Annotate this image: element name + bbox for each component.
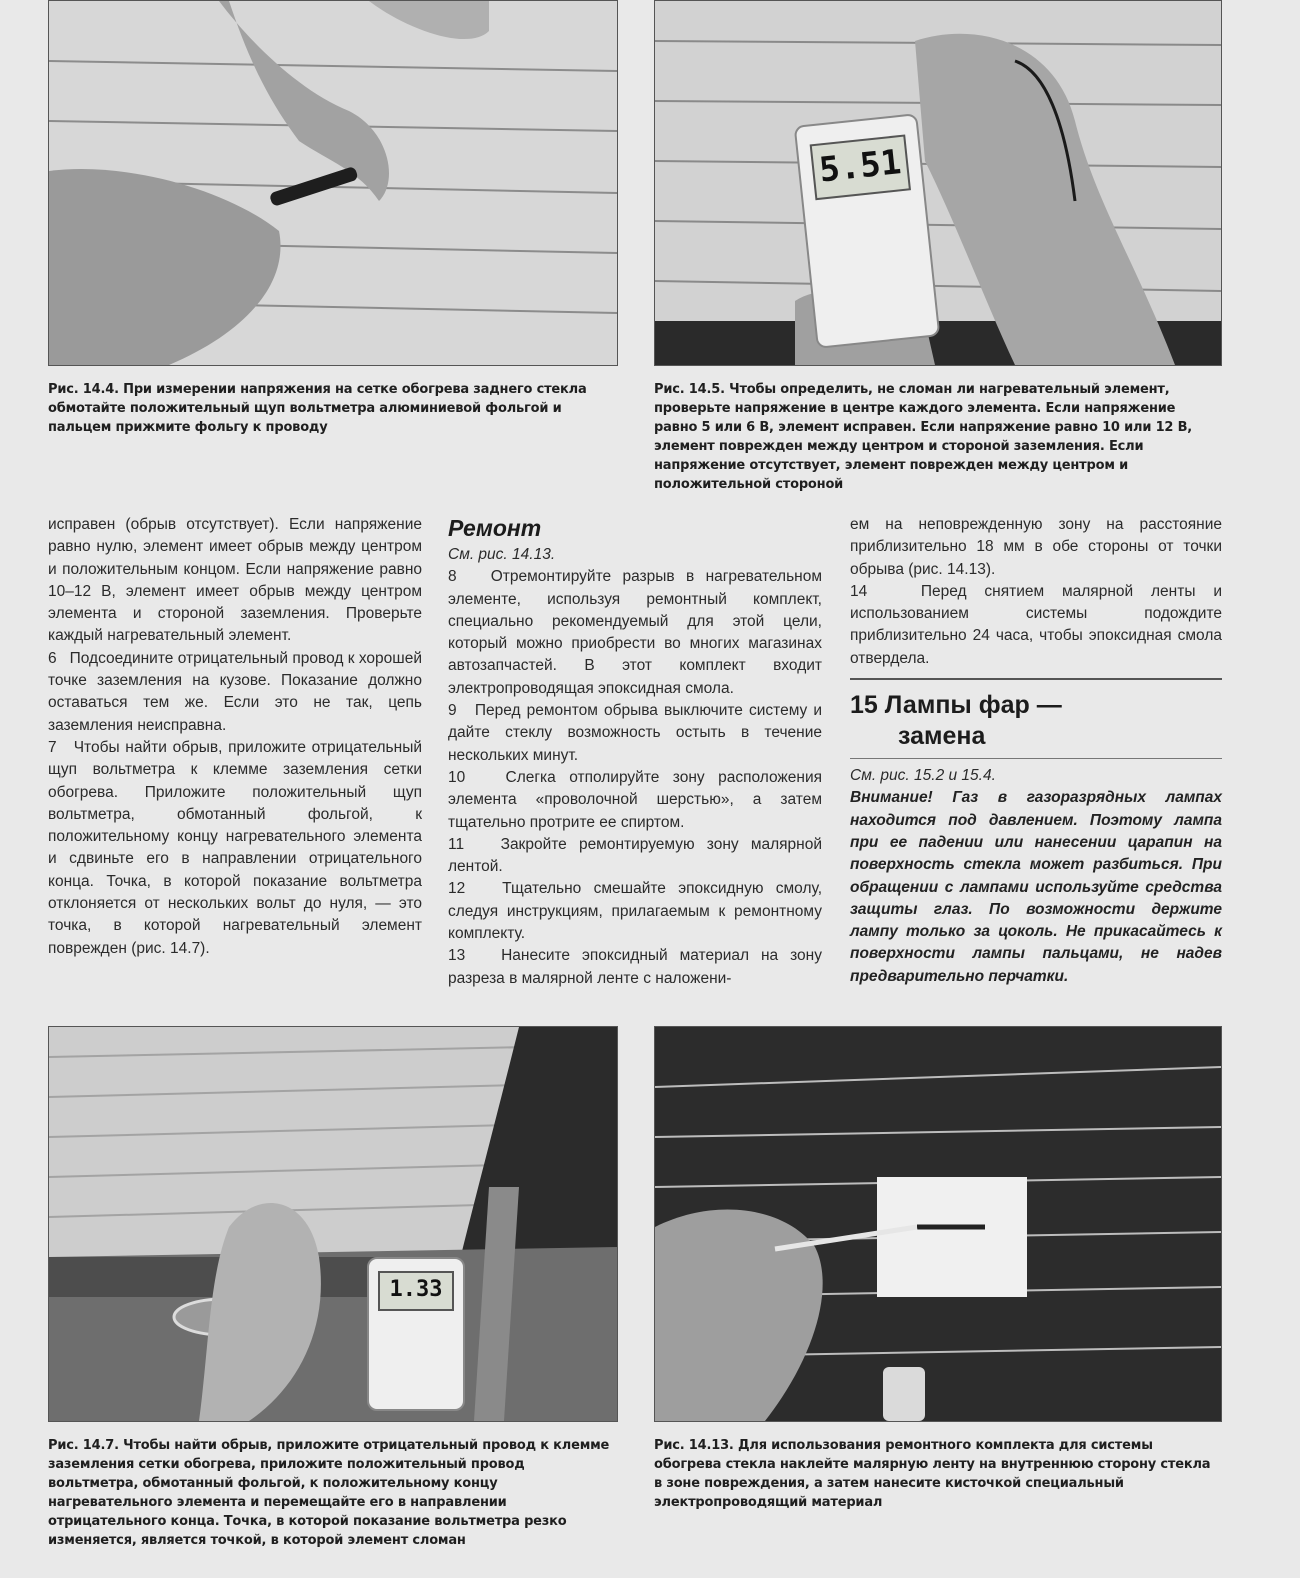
paragraph-12-number: 12 bbox=[448, 880, 466, 898]
text-column-3 bbox=[850, 514, 1222, 988]
paragraph-7 bbox=[48, 737, 422, 960]
photo-fig-14-13-illustration bbox=[655, 1027, 1221, 1421]
warning-note: Внимание! Газ в газоразрядных лампах находится под давлением. Поэтому лампа при ее падении или нанесении царапин на поверхность стекла может разбиться. При обращении с лампами используйте средства защиты глаз. По возможности держите лампу только за цоколь. Не прикасайтесь к поверхности лампы пальцами, не надев предварительно перчатки. bbox=[850, 789, 1222, 985]
paragraph-8-number: 8 bbox=[448, 568, 457, 586]
photo-fig-14-13 bbox=[654, 1026, 1222, 1422]
paragraph-13-number: 13 bbox=[448, 947, 466, 965]
paragraph-6-text: Подсоедините отрицательный провод к хорошей точке заземления на кузове. Показание должно оставаться тем же. Если это не так, цепь заземления неисправна. bbox=[48, 649, 422, 734]
paragraph-6 bbox=[48, 648, 422, 737]
paragraph-11 bbox=[448, 834, 822, 879]
paragraph-8 bbox=[448, 566, 822, 700]
paragraph-13-continued: ем на неповрежденную зону на расстояние приблизительно 18 мм в обе стороны от точки обрыва (рис. 14.13). bbox=[850, 516, 1222, 578]
paragraph-10-text: Слегка отполируйте зону расположения элемента «проволочной шерстью», а затем тщательно протрите ее спиртом. bbox=[448, 768, 823, 831]
paragraph-12-text: Тщательно смешайте эпоксидную смолу, следуя инструкциям, прилагаемым к ремонтному комплекту. bbox=[448, 880, 822, 943]
see-figure-reference-15: См. рис. 15.2 и 15.4. bbox=[850, 767, 996, 785]
paragraph-14 bbox=[850, 581, 1222, 670]
meter-display: 1.33 bbox=[378, 1271, 453, 1311]
section-divider bbox=[850, 678, 1222, 680]
caption-fig-14-7: Рис. 14.7. Чтобы найти обрыв, приложите отрицательный провод к клемме заземления сетки обогрева, приложите положительный провод вольтметра, обмотанный фольгой, к положительному концу нагревательного элемента и перемещайте его в направлении отрицательного конца. Точка, в которой показание вольтметра резко изменяется, является точкой, в которой элемент сломан bbox=[48, 1438, 610, 1548]
paragraph-14-number: 14 bbox=[850, 582, 868, 600]
multimeter bbox=[367, 1257, 465, 1411]
multimeter bbox=[794, 113, 941, 349]
section-subdivider bbox=[850, 758, 1222, 759]
section-title-15 bbox=[850, 690, 1222, 752]
paragraph-10-number: 10 bbox=[448, 768, 466, 786]
paragraph-6-number: 6 bbox=[48, 649, 57, 667]
paragraph-7-text: Чтобы найти обрыв, приложите отрицательный щуп вольтметра к клемме заземления сетки обогрева. Приложите положительный щуп вольтметра, обмотанный фольгой, к положительному концу нагревательного элемента и сдвиньте его в направлении отрицательного конца. Точка, в которой показание вольтметра отклоняется от нескольких вольт до нуля, — это точка, в которой нагревательный элемент поврежден (рис. 14.7). bbox=[48, 738, 422, 957]
photo-fig-14-4 bbox=[48, 0, 618, 366]
paragraph-5-continued: исправен (обрыв отсутствует). Если напряжение равно нулю, элемент имеет обрыв между центром и положительным концом. Если напряжение равно 10–12 В, элемент имеет обрыв между центром элемента и стороной заземления. Проверьте каждый нагревательный элемент. bbox=[48, 516, 422, 645]
meter-display: 5.51 bbox=[810, 134, 911, 201]
paragraph-9-text: Перед ремонтом обрыва выключите систему и дайте стеклу возможность остыть в течение нескольких минут. bbox=[448, 702, 822, 764]
paragraph-14-text: Перед снятием малярной ленты и использованием системы подождите приблизительно 24 часа, чтобы эпоксидная смола отвердела. bbox=[850, 582, 1222, 667]
caption-fig-14-4: Рис. 14.4. При измерении напряжения на сетке обогрева заднего стекла обмотайте положительный щуп вольтметра алюминиевой фольгой и пальцем прижмите фольгу к проводу bbox=[48, 382, 587, 435]
paragraph-13 bbox=[448, 945, 822, 990]
paragraph-12 bbox=[448, 878, 822, 945]
caption-fig-14-13: Рис. 14.13. Для использования ремонтного комплекта для системы обогрева стекла наклейте малярную ленту на внутреннюю сторону стекла в зоне повреждения, а затем нанесите кисточкой специальный электропроводящий материал bbox=[654, 1438, 1211, 1510]
paragraph-11-text: Закройте ремонтируемую зону малярной лентой. bbox=[448, 835, 822, 876]
photo-fig-14-7-illustration bbox=[49, 1027, 617, 1421]
text-column-1 bbox=[48, 514, 422, 960]
paragraph-7-number: 7 bbox=[48, 738, 57, 756]
paragraph-9 bbox=[448, 700, 822, 767]
see-figure-reference: См. рис. 14.13. bbox=[448, 546, 556, 563]
paragraph-11-number: 11 bbox=[448, 835, 465, 853]
paragraph-8-text: Отремонтируйте разрыв в нагревательном элементе, используя ремонтный комплект, специально рекомендуемый для этой цели, который можно приобрести во многих магазинах автозапчастей. В этот комплект входит электропроводящая эпоксидная смола. bbox=[448, 568, 822, 697]
paragraph-9-number: 9 bbox=[448, 702, 457, 720]
photo-fig-14-5-illustration bbox=[655, 1, 1221, 365]
paragraph-10 bbox=[448, 767, 822, 834]
section-title-line-2: замена bbox=[898, 722, 986, 751]
photo-fig-14-4-illustration bbox=[49, 1, 617, 365]
photo-fig-14-7 bbox=[48, 1026, 618, 1422]
section-heading-repair: Ремонт bbox=[448, 515, 542, 541]
section-title-line-1: 15 Лампы фар — bbox=[850, 691, 1062, 720]
photo-fig-14-5 bbox=[654, 0, 1222, 366]
text-column-2 bbox=[448, 514, 822, 990]
caption-fig-14-5: Рис. 14.5. Чтобы определить, не сломан ли нагревательный элемент, проверьте напряжение в центре каждого элемента. Если напряжение равно 5 или 6 В, элемент исправен. Если напряжение равно 10 или 12 В, элемент поврежден между центром и стороной заземления. Если напряжение отсутствует, элемент поврежден между центром и положительной стороной bbox=[654, 382, 1193, 492]
paragraph-13-text: Нанесите эпоксидный материал на зону разреза в малярной ленте с наложени- bbox=[448, 947, 822, 987]
